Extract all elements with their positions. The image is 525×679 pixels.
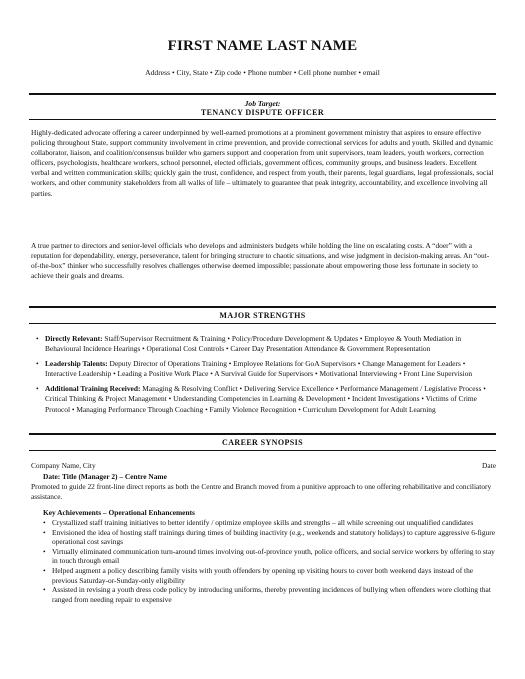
employment-date: Date bbox=[482, 461, 496, 470]
divider bbox=[29, 306, 496, 308]
achievements-list bbox=[43, 518, 495, 604]
strength-item bbox=[36, 384, 498, 414]
bullet-icon: • bbox=[43, 585, 46, 595]
achievement-item bbox=[43, 528, 495, 547]
company-name: Company Name, City bbox=[31, 461, 96, 470]
position-title: Title (Manager 2) – Centre Name bbox=[60, 472, 167, 481]
divider bbox=[29, 119, 496, 120]
achievement-item bbox=[43, 547, 495, 566]
divider bbox=[29, 323, 496, 324]
strength-label: Leadership Talents: bbox=[45, 359, 108, 369]
achievement-text: Helped augment a policy describing family visits with youth offenders by opening up visiting hours to cover both weekend days instead of the previous Saturday-or-Sunday-only eligibility bbox=[52, 565, 474, 585]
bullet-icon: • bbox=[43, 518, 46, 527]
achievement-text: Crystallized staff training initiatives to better identify / optimize employee skills and strengths – all while screening out unqualified candidates bbox=[52, 518, 474, 527]
achievement-text: Virtually eliminated communication turn-around times involving out-of-province youth, police officers, and social service workers by offering to stay in touch through email bbox=[52, 546, 495, 566]
job-target-label: Job Target: bbox=[244, 99, 281, 108]
achievement-text: Envisioned the idea of hosting staff trainings during times of building inactivity (e.g., weekends and statutory holidays) to capture aggressive 6-figure operational cost savings bbox=[52, 527, 495, 547]
contact-line: Address • City, State • Zip code • Phone number • Cell phone number • email bbox=[145, 68, 380, 77]
section-title-career: CAREER SYNOPSIS bbox=[222, 438, 303, 447]
candidate-name: FIRST NAME LAST NAME bbox=[167, 38, 358, 54]
position-date: Date: bbox=[43, 472, 61, 481]
bullet-icon: • bbox=[43, 527, 46, 537]
achievement-item bbox=[43, 585, 495, 604]
bullet-icon: • bbox=[43, 565, 46, 575]
achievement-item bbox=[43, 518, 495, 528]
strength-label: Additional Training Received: bbox=[45, 384, 141, 394]
bullet-icon: • bbox=[36, 359, 39, 369]
strength-item bbox=[36, 359, 498, 379]
strength-item bbox=[36, 334, 498, 354]
divider bbox=[29, 433, 496, 435]
strength-label: Directly Relevant: bbox=[45, 334, 103, 343]
achievements-heading: Key Achievements – Operational Enhancements bbox=[43, 508, 195, 517]
achievement-text: Assisted in revising a youth dress code policy by introducing uniforms, thereby preventing incidences of bullying when offenders wore clothing that ranged from needing repair to expensive bbox=[52, 585, 491, 604]
achievement-item bbox=[43, 566, 495, 585]
summary-paragraph: Highly-dedicated advocate offering a career underpinned by well-earned promotions at a prominent government ministry that aspires to ensure effective policing throughout State, support community involvement in crime prevention, and provide correctional services for adults and youth. Skilled and dynamic collaborator, liaison, and coalition/consensus builder who garners support and cooperation from unit supervisors, team leaders, youth workers, correction officers, psychologists, healthcare workers, school personnel, elected officials, government offices, community groups, and business leaders. Excellent verbal and written communication skills; quickly gain the trust, confidence, and respect from youth, their parents, legal guardians, legal professionals, social workers, and other community stakeholders from all walks of life – ultimately to guarantee that peak integrity, accountability, and excellence involving all parties. bbox=[31, 128, 494, 198]
strength-text: Deputy Director of Operations Training • Employee Relations for GoA Supervisors • Change Management for Leaders • Interactive Leadership • Leading a Positive Work Place • A Survival Guide for Supervisors • Motivational Interviewing • Front Line Supervision bbox=[45, 359, 473, 379]
job-target-title: TENANCY DISPUTE OFFICER bbox=[200, 108, 325, 117]
position-description: Promoted to guide 22 front-line direct reports as both the Centre and Branch moved from a punitive approach to one offering rehabilitative and conciliatory assistance. bbox=[31, 482, 492, 502]
summary-paragraph: A true partner to directors and senior-level officials who develops and administers budgets while holding the line on escalating costs. A “doer” with a reputation for dependability, energy, perseverance, talent for bringing structure to chaotic situations, and wise judgment in decision-making areas. An “out-of-the-box” thinker who successfully resolves challenges otherwise deemed impossible; passionate about empowering those less fortunate in society to achieve their goals and dreams. bbox=[31, 241, 490, 281]
section-title-strengths: MAJOR STRENGTHS bbox=[219, 311, 306, 320]
strength-text: Managing & Resolving Conflict • Delivering Service Excellence • Performance Management / Legislative Process • Critical Thinking & Project Management • Understanding Competencies in Learning & Development • Incident Investigations • Victims of Crime Protocol • Managing Performance Through Coaching • Family Violence Recognition • Curriculum Development for Adult Learning bbox=[45, 384, 486, 414]
employer-row bbox=[31, 461, 496, 470]
divider bbox=[29, 450, 496, 451]
bullet-icon: • bbox=[43, 546, 46, 556]
strengths-list bbox=[36, 334, 498, 420]
divider bbox=[29, 93, 496, 95]
position-row bbox=[43, 472, 496, 481]
bullet-icon: • bbox=[36, 384, 39, 394]
bullet-icon: • bbox=[36, 334, 39, 343]
strength-text: Staff/Supervisor Recruitment & Training • Policy/Procedure Development & Updates • Employee & Youth Mediation in Behavioural Incidence Hearings • Operational Cost Controls • Career Day Presentation Attendance & Government Representation bbox=[45, 334, 462, 354]
